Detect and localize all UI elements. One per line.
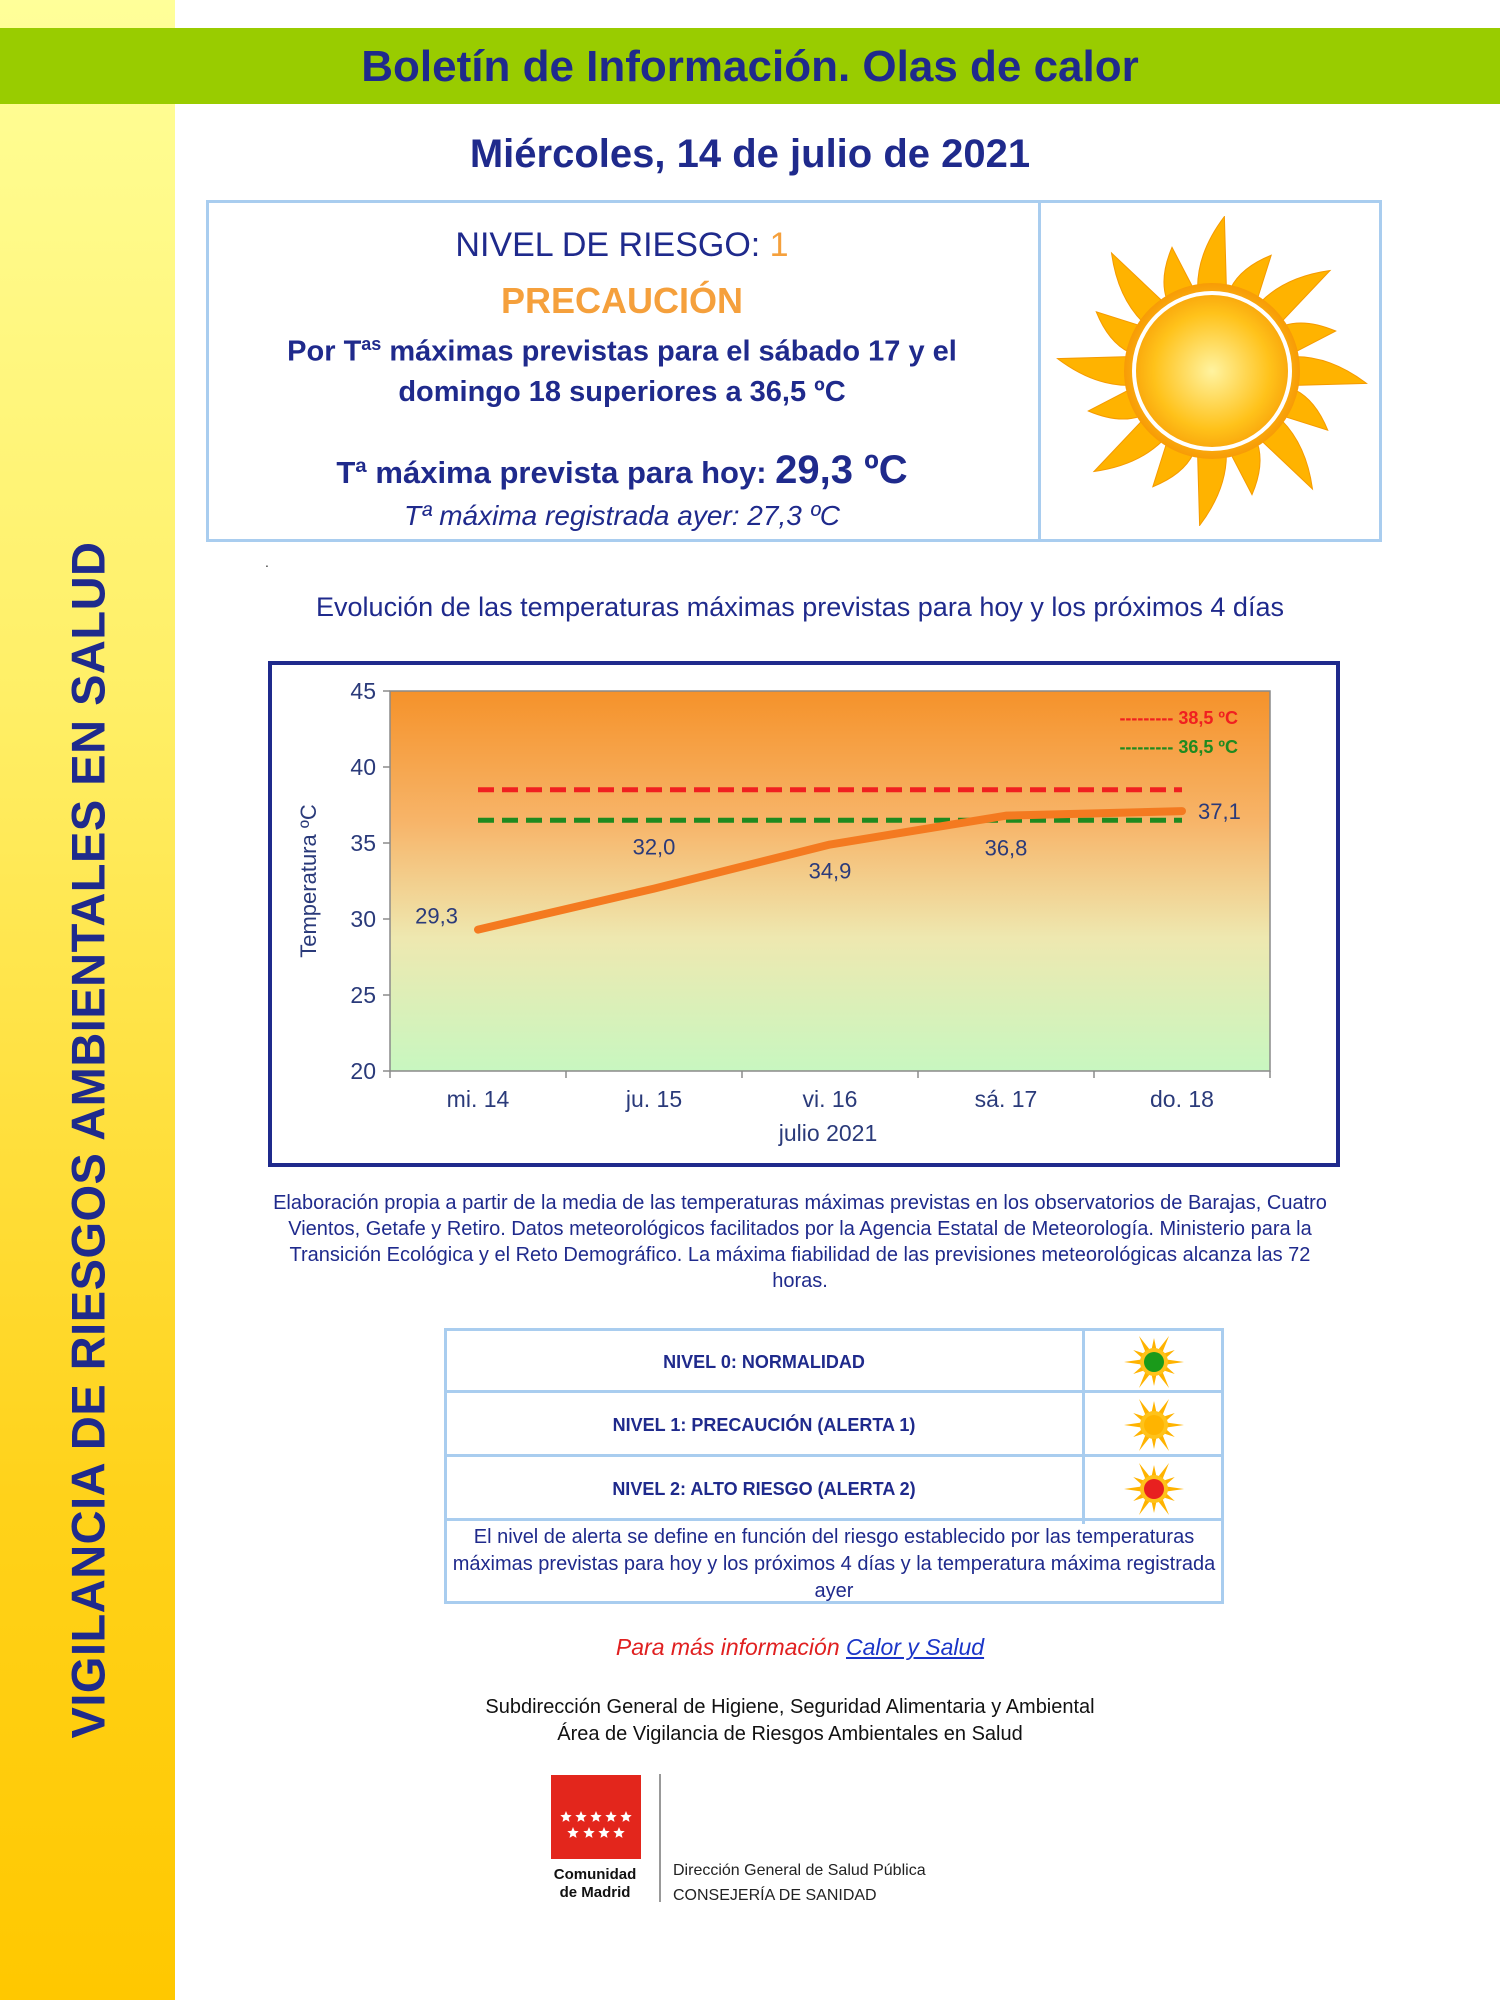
risk-reason-line1: Por $T^{as}$ máximas previstas para el sábado 17 y el [287,334,957,368]
risk-level-label: NIVEL DE RIESGO: [455,226,770,264]
sun-ray [1198,455,1227,526]
y-tick-label: 40 [350,754,376,780]
logo-line1: Comunidad [553,1866,637,1883]
sun-yellow-icon [1122,1393,1186,1457]
y-tick-label: 45 [350,678,376,704]
data-source-note: Elaboración propia a partir de la media de las temperaturas máximas previstas en los observatorios de Barajas, Cuatro Vientos, Getafe y Retiro. Datos meteorológicos facilitados por la Agencia Estatal de Meteorología. Ministerio para la Transición Ecológica y el Reto Demográfico. La máxima fiabilidad de las previsiones meteorológicas alcanza las 72 horas. [273,1192,1327,1292]
star-icon [620,1811,631,1822]
star-icon [560,1811,571,1822]
level-row-2 [444,1457,1224,1521]
sidebar [0,0,175,2000]
risk-reason-line2: domingo 18 superiores a 36,5 ºC [398,375,846,408]
sidebar-title: VIGILANCIA DE RIESGOS AMBIENTALES EN SALUD [61,541,115,1739]
x-tick-label: sá. 17 [974,1086,1038,1112]
star-icon [567,1827,578,1838]
data-label: 34,9 [808,858,852,884]
dg-line2: CONSEJERÍA DE SANIDAD [673,1887,877,1904]
star-icon [613,1827,624,1838]
calor-y-salud-link[interactable]: Calor y Salud [846,1634,985,1660]
more-info-prefix: Para más información [615,1634,846,1660]
logo-separator [659,1774,661,1902]
sun-red-icon [1122,1457,1186,1521]
page-title: Boletín de Información. Olas de calor [361,42,1139,91]
x-tick-label: ju. 15 [625,1086,683,1112]
level-row-label: NIVEL 1: PRECAUCIÓN (ALERTA 1) [612,1415,916,1435]
sun-icon [1052,216,1372,526]
sun-green-icon [1122,1330,1186,1394]
y-tick-label: 25 [350,982,376,1008]
risk-box-divider [1038,200,1041,542]
logo-text [540,1866,650,1902]
sun-ray [1296,357,1367,386]
chart-heading: Evolución de las temperaturas máximas previstas para hoy y los próximos 4 días [316,592,1284,622]
department-info [175,1694,1405,1748]
star-icon [590,1811,601,1822]
star-icon [605,1811,616,1822]
level-row-1 [444,1393,1224,1457]
level-row-0 [444,1330,1224,1394]
logo-line2: de Madrid [559,1884,631,1901]
madrid-logo [551,1775,641,1859]
legend-threshold-38-5: --------- 38,5 ºC [1119,708,1238,728]
more-info [175,1634,1425,1661]
stray-dot: . [265,554,269,570]
x-tick-label: vi. 16 [802,1086,858,1112]
risk-level [206,226,1038,265]
today-max-label: Tª máxima prevista para hoy: [336,455,776,490]
stars-icon [551,1775,641,1859]
data-label: 29,3 [415,903,458,929]
level-row-label: NIVEL 2: ALTO RIESGO (ALERTA 2) [612,1479,916,1499]
sun-ray [1057,357,1128,386]
levels-note: El nivel de alerta se define en función del riesgo establecido por las temperaturas máximas previstas para hoy y los próximos 4 días y la temperatura máxima registrada ayer [452,1526,1216,1602]
level-row-label: NIVEL 0: NORMALIDAD [663,1352,865,1372]
y-tick-label: 30 [350,906,376,932]
y-tick-label: 20 [350,1058,376,1084]
sun-ray [1198,216,1227,287]
dg-line1: Dirección General de Salud Pública [673,1862,926,1879]
risk-level-value: 1 [769,226,789,264]
star-icon [598,1827,609,1838]
today-max-temp [206,448,1038,493]
data-label: 36,8 [984,835,1028,861]
yesterday-max-temp: Tª máxima registrada ayer: 27,3 ºC [403,500,841,531]
x-tick-label: mi. 14 [446,1086,510,1112]
bulletin-date: Miércoles, 14 de julio de 2021 [469,132,1031,176]
department-line1: Subdirección General de Higiene, Seguridad Alimentaria y Ambiental [485,1696,1095,1718]
data-label: 32,0 [632,834,676,860]
today-max-value: 29,3 ºC [775,448,908,492]
x-axis-label: julio 2021 [778,1120,878,1146]
data-label: 37,1 [1198,799,1241,825]
dg-text [673,1858,926,1908]
risk-reason [206,324,1038,412]
department-line2: Área de Vigilancia de Riesgos Ambientales en Salud [557,1723,1023,1745]
temperature-chart [268,661,1340,1167]
x-tick-label: do. 18 [1150,1086,1214,1112]
risk-level-name: PRECAUCIÓN [500,280,743,321]
star-icon [575,1811,586,1822]
y-axis-label: Temperatura ºC [296,804,321,958]
legend-threshold-36-5: --------- 36,5 ºC [1119,737,1238,757]
star-icon [583,1827,594,1838]
y-tick-label: 35 [350,830,376,856]
